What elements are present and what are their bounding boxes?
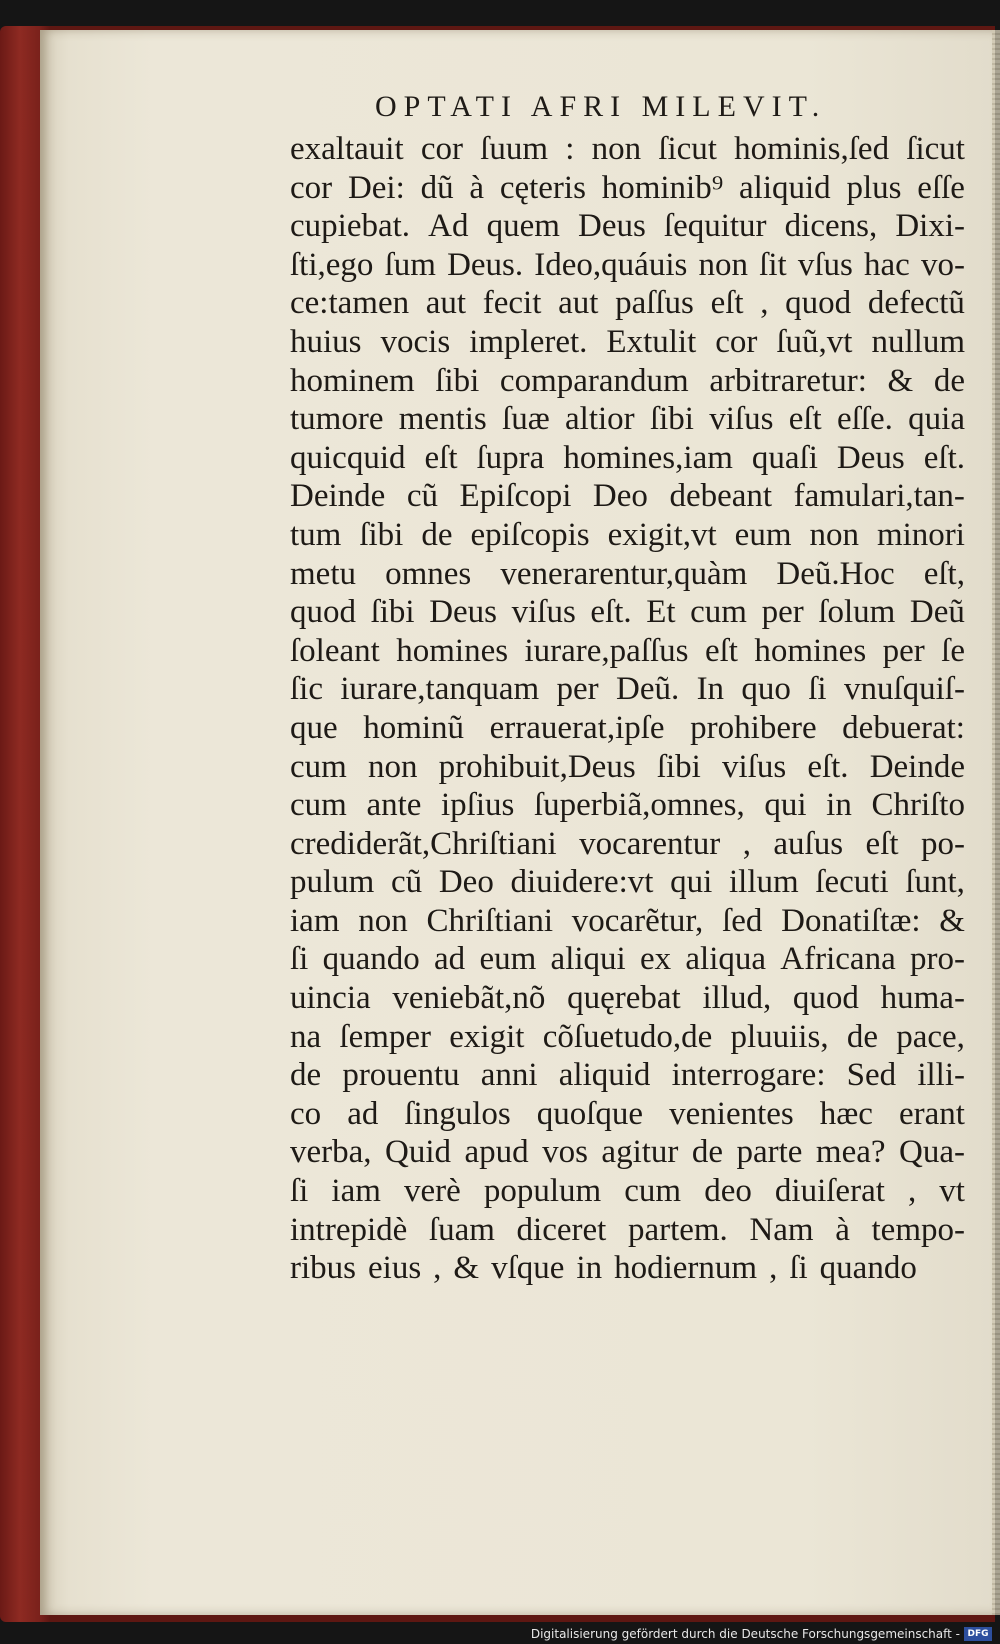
text-line: ſic iurare,tanquam per Deũ. In quo ſi vnuſquiſ- [290, 671, 965, 708]
text-line: ſi iam verè populum cum deo diuiſerat , vt [290, 1173, 965, 1210]
text-line: quicquid eſt ſupra homines,iam quaſi Deus eſt. [290, 439, 965, 476]
text-line: exaltauit cor ſuum : non ſicut hominis,ſed ſicut [290, 131, 965, 167]
dfg-logo-icon: DFG [964, 1627, 992, 1641]
text-line: co ad ſingulos quoſque venientes hæc erant [290, 1095, 965, 1132]
text-line: huius vocis impleret. Extulit cor ſuũ,vt nullum [290, 323, 965, 360]
text-line: quod ſibi Deus viſus eſt. Et cum per ſolum Deũ [290, 594, 965, 631]
text-line: de prouentu anni aliquid interrogare: Sed illi- [290, 1057, 965, 1094]
text-line: pulum cũ Deo diuidere:vt qui illum ſecuti ſunt, [290, 864, 965, 901]
footer-credit: Digitalisierung gefördert durch die Deutsche Forschungsgemeinschaft - [530, 1627, 960, 1641]
text-line: ſoleant homines iurare,paſſus eſt homines per ſe [290, 632, 965, 669]
text-line: tumore mentis ſuæ altior ſibi viſus eſt eſſe. quia [290, 401, 965, 438]
text-line: ſti,ego ſum Deus. Ideo,quáuis non ſit vſus hac vo- [290, 246, 965, 283]
text-line: ſi quando ad eum aliqui ex aliqua Africana pro- [290, 941, 965, 978]
text-line: hominem ſibi comparandum arbitraretur: & de [290, 362, 965, 399]
text-line: uincia veniebãt,nõ quęrebat illud, quod huma- [290, 980, 965, 1017]
text-line: que hominũ errauerat,ipſe prohibere debuerat: [290, 709, 965, 746]
text-line: Deinde cũ Epiſcopi Deo debeant famulari,tan- [290, 478, 965, 515]
text-line: na ſemper exigit cõſuetudo,de pluuiis, de pace, [290, 1018, 965, 1055]
text-line: tum ſibi de epiſcopis exigit,vt eum non minori [290, 516, 965, 553]
running-head: OPTATI AFRI MILEVIT. [375, 90, 827, 123]
text-line: cupiebat. Ad quem Deus ſequitur dicens, Dixi- [290, 208, 965, 245]
text-line: ribus eius , & vſque in hodiernum , ſi quando [290, 1250, 917, 1287]
text-line: cor Dei: dũ à cęteris hominib⁹ aliquid plus eſſe [290, 169, 965, 206]
text-line: verba, Quid apud vos agitur de parte mea? Qua- [290, 1134, 965, 1171]
text-line: ce:tamen aut fecit aut paſſus eſt , quod defectũ [290, 285, 965, 322]
text-block [290, 130, 965, 1288]
text-line: cum non prohibuit,Deus ſibi viſus eſt. Deinde [290, 748, 965, 785]
text-line: crediderãt,Chriſtiani vocarentur , auſus eſt po- [290, 825, 965, 862]
text-line: cum ante ipſius ſuperbiã,omnes, qui in Chriſto [290, 787, 965, 824]
text-line: metu omnes venerarentur,quàm Deũ.Hoc eſt, [290, 555, 965, 592]
footer-bar [0, 1622, 1000, 1644]
text-line: intrepidè ſuam diceret partem. Nam à tempo- [290, 1211, 965, 1248]
text-line: iam non Chriſtiani vocarẽtur, ſed Donatiſtæ: & [290, 902, 965, 939]
page-edge [992, 30, 1000, 1615]
